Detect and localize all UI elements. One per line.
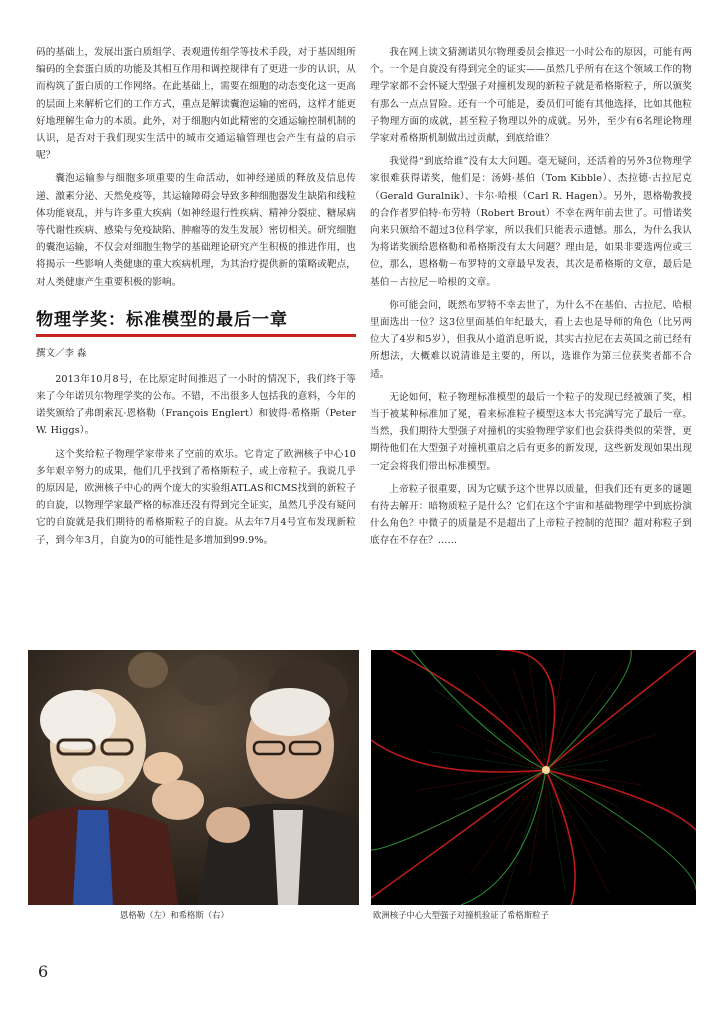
collision-illustration [371,650,696,905]
right-paragraph-5: 上帝粒子很重要，因为它赋予这个世界以质量，但我们还有更多的谜题有待去解开：暗物质粒子是什么？它们在这个宇宙和基础物理学中到底扮演什么角色？中微子的质量是不是超出了上帝粒子控制的范围？超对称粒子到底存在不存在？…… [370,483,692,547]
article-title: 物理学奖：标准模型的最后一章 [36,305,356,337]
caption-collision: 欧洲核子中心大型强子对撞机验证了希格斯粒子 [373,910,549,920]
collision-vertex [542,766,550,774]
left-column [36,44,356,555]
right-paragraph-3: 你可能会问，既然布罗特不幸去世了，为什么不在基伯、古拉尼、哈根里面选出一位？这3位里面基伯年纪最大，看上去也是导师的角色（比另两位大了4岁和5岁），但我从小道消息听说，其实古拉尼在去英国之前已经有所想法，大概难以说清谁是主要的，所以，选谁作为第三位获奖者都不合适。 [370,299,692,380]
left-paragraph-2: 囊泡运输参与细胞多项重要的生命活动，如神经递质的释放及信息传递、激素分泌、天然免疫等，其运输障碍会导致多种细胞器发生缺陷和线粒体功能衰乱，并与许多重大疾病（如神经退行性疾病、精神分裂症、糖尿病等代谢性疾病、感染与免疫缺陷、肿瘤等的发生发展）密切相关。研究细胞的囊泡运输，不仅会对细胞生物学的基础理论研究产生积极的推进作用，也将揭示一些影响人类健康的重大疾病机理，为其治疗提供新的策略或靶点，对人类健康产生重要积极的影响。 [36,173,356,288]
right-paragraph-4: 无论如何，粒子物理标准模型的最后一个粒子的发现已经被颁了奖，相当于被某种标准加了冕，看来标准粒子模型这本大书完满写完了最后一章。当然，我们期待大型强子对撞机的实验物理学家们也会获得类似的荣誉，更期待他们在大型强子对撞机重启之后有更多的新发现，这些新发现如果出现一定会将我们带出标准模型。 [370,391,692,472]
article-byline: 撰文／李 淼 [36,347,87,359]
article-paragraph-1: 2013年10月8号，在比原定时间推迟了一小时的情况下，我们终于等来了今年诺贝尔物理学奖的公布。不错，不出很多人包括我的意料，今年的诺奖颁给了弗朗索瓦·恩格勒（François Englert）和彼得·希格斯（Peter W. Higgs）。 [36,373,356,437]
right-column [370,44,692,556]
right-paragraph-2: 我觉得“到底给谁”没有太大问题。毫无疑问，还活着的另外3位物理学家很难获得诺奖，他们是：汤姆·基伯（Tom Kibble）、杰拉德·古拉尼克（Gerald Guralnik）、卡尔·哈根（Carl R. Hagen）。另外，恩格勒教授的合作者罗伯特·布劳特（Robert Brout）不幸在两年前去世了。可惜诺奖向来只颁给不超过3位科学家，所以我们只能表示遗憾。那么，为什么我认为将诺奖颁给恩格勒和希格斯没有太大问题？理由是，如果非要选两位或三位，那么，恩格勒－布罗特的文章最早发表，其次是希格斯的文章，最后是基伯－古拉尼－哈根的文章。 [370,156,692,288]
photo-englert-higgs [28,650,359,905]
page-number: 6 [38,962,49,981]
left-paragraph-1: 码的基础上，发展出蛋白质组学、表观遗传组学等技术手段，对于基因组所编码的全套蛋白质的功能及其相互作用和调控规律有了更进一步的认识，从而构筑了蛋白质的工作网络。在此基础上，需要在细胞的动态变化这一更高的层面上来解析它们的工作方式，重点是解读囊泡运输的密码，这样才能更好地理解生命力的本质。此外，对于细胞内如此精密的交通运输控制机制的认识，是否对于我们现实生活中的城市交通运输管理也会产生有益的启示呢？ [36,47,356,162]
portrait-illustration [28,650,359,905]
photo-collision-event [371,650,696,905]
photo-strip [28,650,696,910]
article-paragraph-2: 这个奖给粒子物理学家带来了空前的欢乐。它肯定了欧洲核子中心10多年艰辛努力的成果，他们几乎找到了希格斯粒子，或上帝粒子。我说几乎的原因是，欧洲核子中心的两个庞大的实验组ATLAS和CMS找到的新粒子的自旋，以物理学家最严格的标准还没有得到完全证实，虽然几乎没有疑问它的自旋就是我们期待的希格斯粒子的自旋。从去年7月4号宣布发现新粒子，到今年3月，自旋为0的可能性是多增加到99.9%。 [36,448,356,546]
caption-portrait: 恩格勒（左）和希格斯（右） [120,910,229,920]
right-paragraph-1: 我在网上读文猜测诺贝尔物理委员会推迟一小时公布的原因，可能有两个。一个是自旋没有得到完全的证实——虽然几乎所有在这个领域工作的物理学家都不会怀疑大型强子对撞机发现的新粒子就是希格斯粒子，所以颁奖有那么一点点冒险。还有一个可能是，委员们可能有其他选择，比如其他粒子物理方面的成就，甚至粒子物理以外的成就。另外，至少有6名理论物理学家对希格斯机制做出过贡献，到底给谁？ [370,47,692,145]
